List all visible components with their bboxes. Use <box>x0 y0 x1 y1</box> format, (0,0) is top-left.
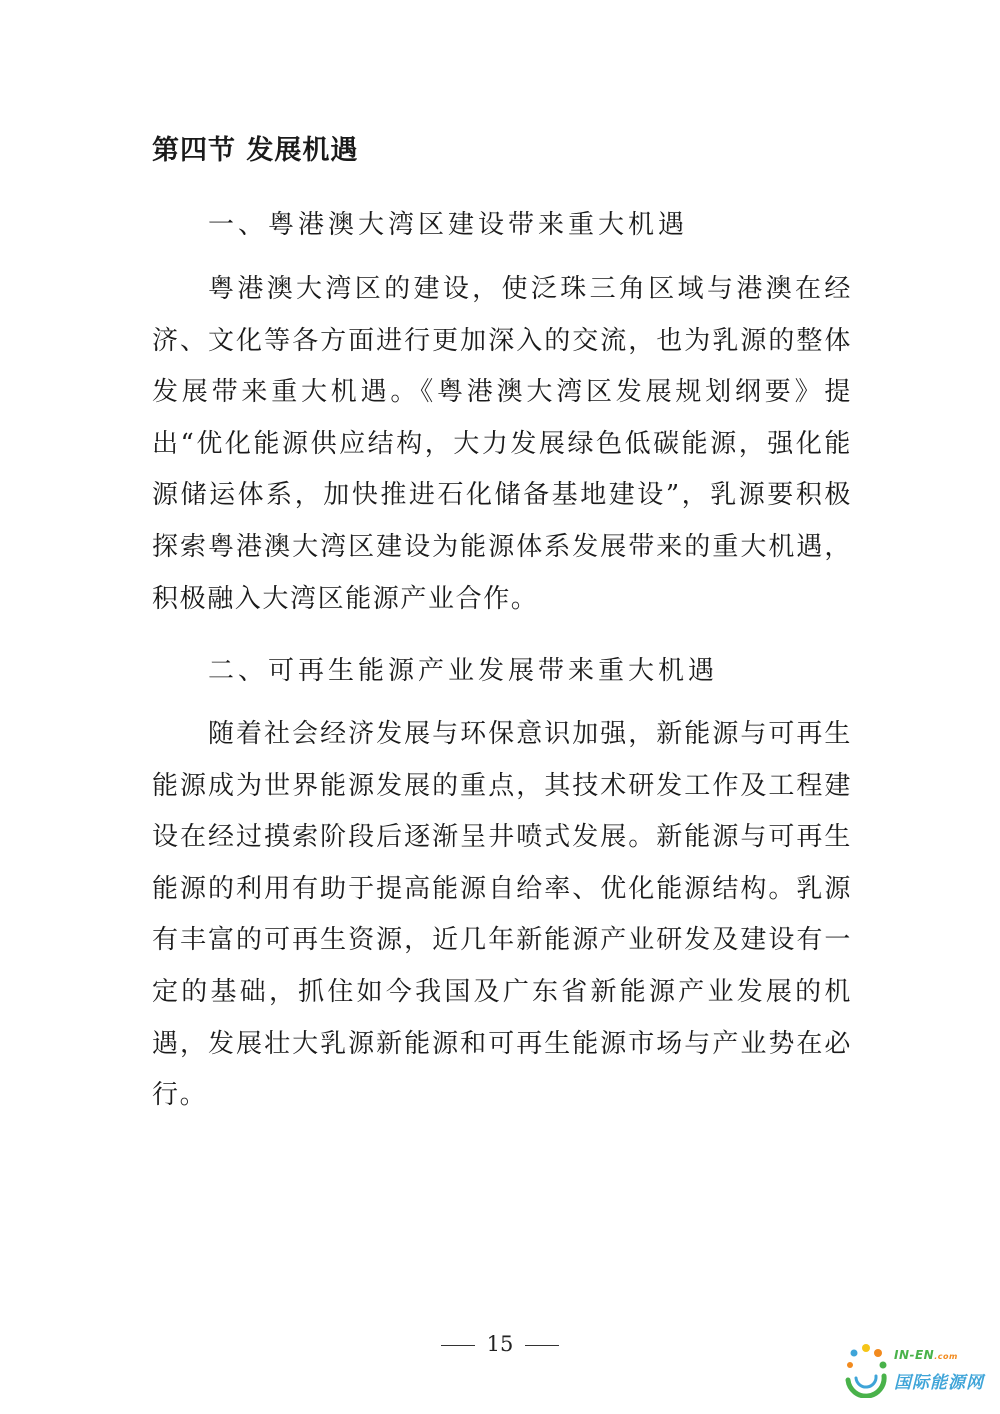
left-dash <box>441 1345 475 1346</box>
paragraph-2: 随着社会经济发展与环保意识加强，新能源与可再生能源成为世界能源发展的重点，其技术研发工作及工程建设在经过摸索阶段后逐渐呈井喷式发展。新能源与可再生能源的利用有助于提高能源自给率、优化能源结构。乳源有丰富的可再生资源，近几年新能源产业研发及建设有一定的基础，抓住如今我国及广东省新能源产业发展的机遇，发展壮大乳源新能源和可再生能源市场与产业势在必行。 <box>152 719 852 1111</box>
watermark-brand-bottom: 国际能源网 <box>894 1373 984 1393</box>
right-dash <box>525 1345 559 1346</box>
section-title: 第四节 发展机遇 <box>152 135 359 166</box>
watermark-logo <box>836 1338 986 1398</box>
sun-logo-icon <box>836 1338 892 1398</box>
watermark-brand-top: IN-EN.com <box>894 1348 958 1362</box>
subsection-heading-2: 二、可再生能源产业发展带来重大机遇 <box>208 656 719 686</box>
page-number: 15 <box>486 1332 514 1356</box>
subsection-heading-1: 一、粤港澳大湾区建设带来重大机遇 <box>208 210 689 240</box>
paragraph-1: 粤港澳大湾区的建设，使泛珠三角区域与港澳在经济、文化等各方面进行更加深入的交流，也为乳源的整体发展带来重大机遇。《粤港澳大湾区发展规划纲要》提出“优化能源供应结构，大力发展绿色低碳能源，强化能源储运体系，加快推进石化储备基地建设”，乳源要积极探索粤港澳大湾区建设为能源体系发展带来的重大机遇，积极融入大湾区能源产业合作。 <box>152 274 852 614</box>
